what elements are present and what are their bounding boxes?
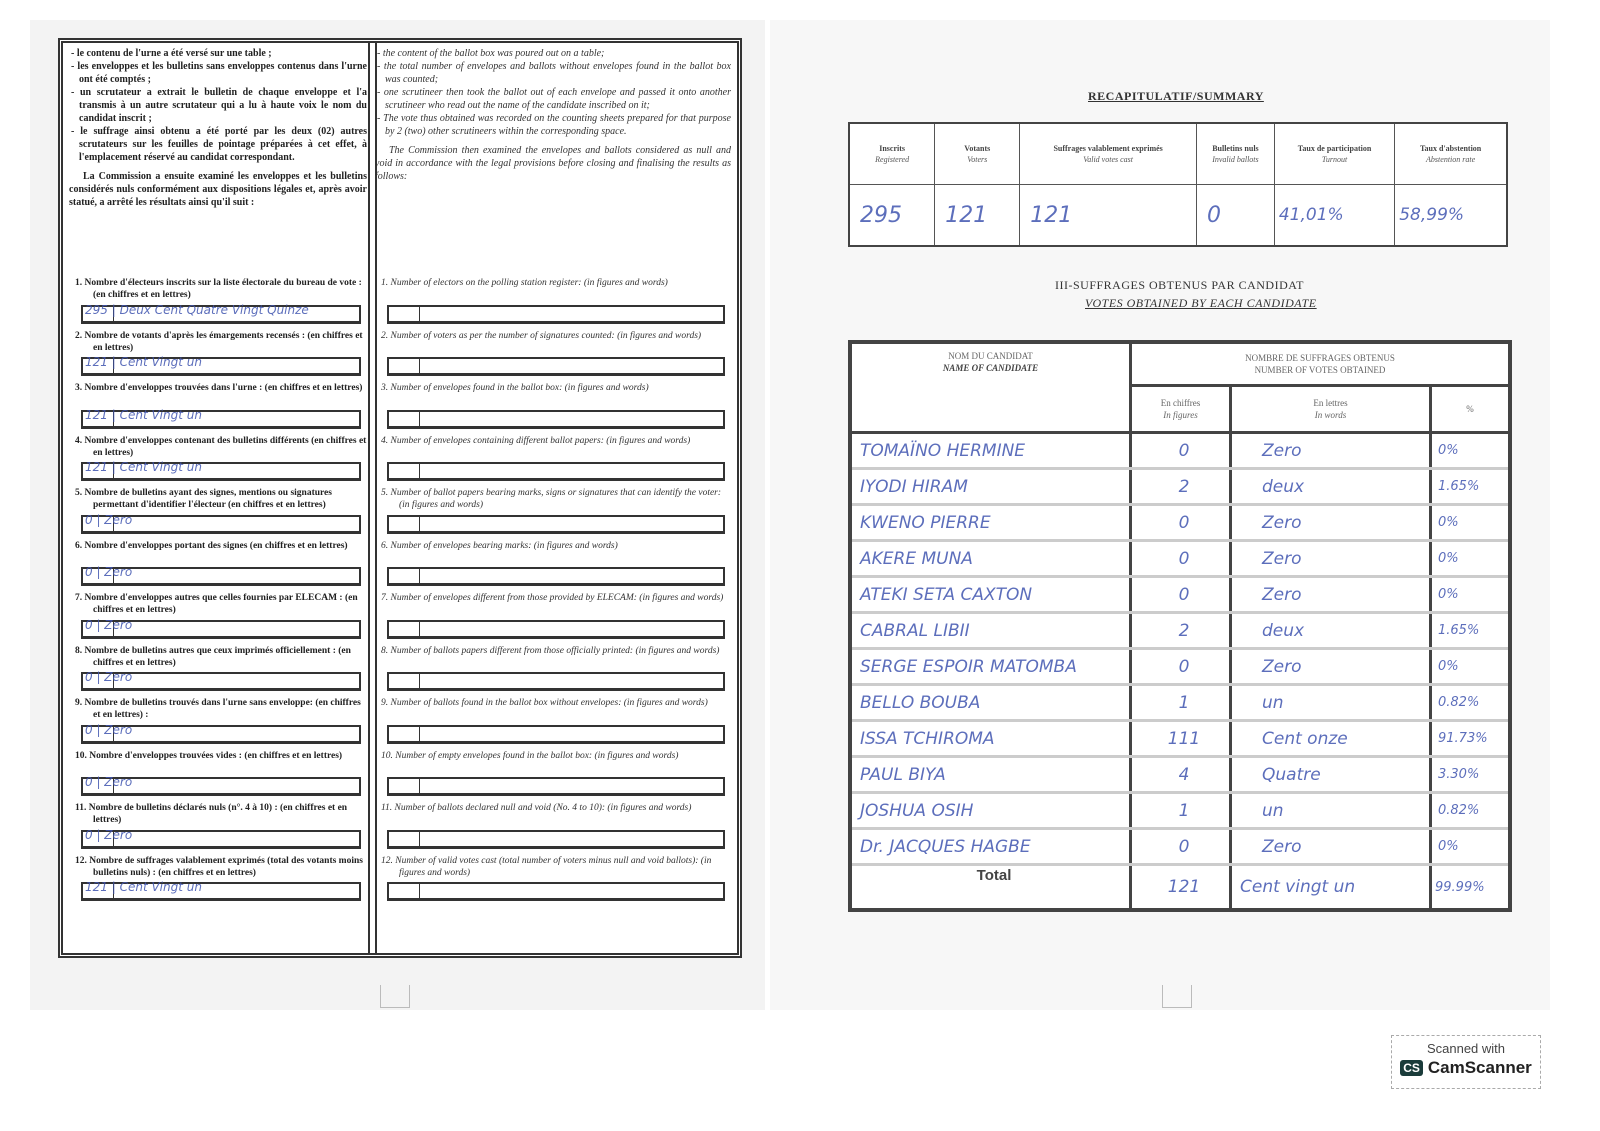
- words-header: [1231, 386, 1431, 433]
- candidate-pct: 1.65%: [1431, 469, 1511, 505]
- candidate-row: [850, 793, 1510, 829]
- watermark-line1: Scanned with: [1426, 1041, 1506, 1056]
- item-handwritten-value: 121 | Cent Vingt un: [85, 355, 202, 369]
- item-label: 6. Nombre d'enveloppes portant des signes (en chiffres et en lettres): [75, 540, 348, 551]
- item-handwritten-value: 0 | Zero: [85, 617, 133, 632]
- french-intro-bullet: - les enveloppes et les bulletins sans enveloppes contenus dans l'urne ont été comptés ;: [71, 61, 367, 85]
- summary-header-fr: Bulletins nuls: [1212, 144, 1259, 153]
- watermark-line2: CamScanner: [1427, 1058, 1532, 1077]
- total-row: [850, 865, 1510, 911]
- item-answer-box: [81, 357, 361, 376]
- report-item-fr: [69, 645, 367, 698]
- item-label: 9. Number of ballots found in the ballot box without envelopes: (in figures and words): [381, 698, 708, 708]
- candidate-name: Dr. JACQUES HAGBE: [850, 829, 1131, 865]
- item-handwritten-value: 0 | Zero: [85, 827, 133, 842]
- candidate-words: Zero: [1231, 829, 1431, 865]
- candidate-name: CABRAL LIBII: [850, 613, 1131, 649]
- candidate-words: Zero: [1231, 577, 1431, 613]
- candidate-words: deux: [1231, 613, 1431, 649]
- candidate-row: [850, 541, 1510, 577]
- page-corner-mark: [380, 985, 410, 1008]
- answer-separator: [419, 517, 420, 531]
- votes-header: [1131, 342, 1511, 386]
- candidate-row: [850, 757, 1510, 793]
- total-words: Cent vingt un: [1231, 865, 1431, 911]
- item-label: 5. Number of ballot papers bearing marks, signs or signatures that can identify the voter: (in figures and words): [381, 488, 722, 510]
- summary-value-5: 58,99%: [1395, 185, 1507, 247]
- candidate-pct: 0.82%: [1431, 793, 1511, 829]
- camscanner-watermark: [1391, 1035, 1541, 1089]
- summary-value-0: 295: [849, 185, 935, 247]
- summary-header-2: [1020, 123, 1197, 185]
- report-item-fr: [69, 487, 367, 540]
- item-answer-box: [387, 357, 725, 376]
- candidate-row: [850, 469, 1510, 505]
- report-item-fr: [69, 697, 367, 750]
- candidate-figures: 2: [1131, 469, 1231, 505]
- item-answer-box: [387, 305, 725, 324]
- total-figures: 121: [1131, 865, 1231, 911]
- item-handwritten-value: 295 | Deux Cent Quatre Vingt Quinze: [85, 302, 309, 317]
- answer-separator: [419, 307, 420, 321]
- report-item-en: [375, 855, 731, 908]
- summary-header-3: [1197, 123, 1275, 185]
- candidate-pct: 91.73%: [1431, 721, 1511, 757]
- summary-header-1: [935, 123, 1020, 185]
- item-answer-box: [81, 302, 361, 324]
- item-label: 9. Nombre de bulletins trouvés dans l'urne sans enveloppe: (en chiffres et en lettres) :: [75, 698, 361, 720]
- report-item-en: [375, 277, 731, 330]
- candidate-words: deux: [1231, 469, 1431, 505]
- figures-header-en: In figures: [1163, 410, 1198, 420]
- item-answer-box: [387, 462, 725, 481]
- item-label: 2. Nombre de votants d'après les émargements recensés : (en chiffres et en lettres): [75, 330, 363, 353]
- report-item-fr: [69, 277, 367, 330]
- candidate-row: [850, 685, 1510, 721]
- item-label: 12. Nombre de suffrages valablement exprimés (total des votants moins bulletins nuls) : (en chiffres et en lettres): [75, 855, 363, 878]
- item-answer-box: [387, 882, 725, 901]
- answer-separator: [419, 674, 420, 688]
- report-item-en: [375, 592, 731, 645]
- item-label: 8. Nombre de bulletins autres que ceux imprimés officiellement : (en chiffres et en lettres): [75, 645, 351, 668]
- candidate-words: Quatre: [1231, 757, 1431, 793]
- votes-header-fr: NOMBRE DE SUFFRAGES OBTENUS: [1245, 353, 1395, 363]
- candidate-pct: 0%: [1431, 829, 1511, 865]
- answer-separator: [419, 569, 420, 583]
- report-item-en: [375, 540, 731, 593]
- total-pct: 99.99%: [1431, 865, 1511, 911]
- answer-separator: [419, 622, 420, 636]
- item-answer-box: [81, 672, 361, 691]
- report-item-fr: [69, 750, 367, 803]
- item-label: 10. Number of empty envelopes found in the ballot box: (in figures and words): [381, 750, 679, 761]
- pct-header: %: [1431, 386, 1511, 433]
- summary-header-fr: Taux de participation: [1297, 144, 1372, 153]
- english-paragraph: The Commission then examined the envelopes and ballots considered as null and void in accordance with the legal provisions before closing and finalising the results as follows:: [375, 145, 731, 182]
- candidates-title-fr: III-SUFFRAGES OBTENUS PAR CANDIDAT: [1055, 278, 1304, 292]
- candidate-words: Zero: [1231, 433, 1431, 469]
- item-handwritten-value: 0 | Zero: [85, 565, 133, 579]
- report-item-en: [375, 645, 731, 698]
- summary-table: [848, 122, 1508, 247]
- english-intro-bullet: - one scrutineer then took the ballot out of each envelope and passed it onto another scrutineer who read out the name of the candidate inscribed on it;: [377, 87, 731, 111]
- summary-header-en: Turnout: [1321, 155, 1348, 164]
- candidate-name: BELLO BOUBA: [850, 685, 1131, 721]
- candidate-figures: 1: [1131, 685, 1231, 721]
- item-label: 4. Nombre d'enveloppes contenant des bulletins différents (en chiffres et en lettres): [75, 435, 367, 458]
- summary-header-en: Abstention rate: [1426, 155, 1476, 164]
- summary-header-0: [849, 123, 935, 185]
- item-label: 7. Number of envelopes different from those provided by ELECAM: (in figures and words): [381, 593, 724, 603]
- french-column: [69, 47, 367, 949]
- french-intro-bullet: - un scrutateur a extrait le bulletin de chaque enveloppe et l'a transmis à un autre scrutateur qui a lu à haute voix le nom du candidat inscrit ;: [71, 87, 367, 124]
- answer-separator: [419, 779, 420, 793]
- candidate-words: Cent onze: [1231, 721, 1431, 757]
- report-item-en: [375, 330, 731, 383]
- summary-header-fr: Votants: [964, 144, 991, 153]
- candidate-name: JOSHUA OSIH: [850, 793, 1131, 829]
- report-item-en: [375, 487, 731, 540]
- report-item-fr: [69, 540, 367, 593]
- item-label: 3. Number of envelopes found in the ballot box: (in figures and words): [381, 383, 649, 393]
- candidate-pct: 0%: [1431, 433, 1511, 469]
- report-item-en: [375, 435, 731, 488]
- candidate-name: TOMAÏNO HERMINE: [850, 433, 1131, 469]
- words-header-fr: En lettres: [1313, 398, 1348, 408]
- item-answer-box: [81, 882, 361, 901]
- candidate-words: un: [1231, 793, 1431, 829]
- candidate-name: SERGE ESPOIR MATOMBA: [850, 649, 1131, 685]
- summary-header-4: [1274, 123, 1394, 185]
- answer-separator: [419, 832, 420, 846]
- english-column: [375, 47, 731, 949]
- candidate-pct: 0%: [1431, 649, 1511, 685]
- candidate-pct: 0%: [1431, 541, 1511, 577]
- figures-header-fr: En chiffres: [1160, 398, 1201, 408]
- item-label: 3. Nombre d'enveloppes trouvées dans l'urne : (en chiffres et en lettres): [75, 383, 363, 393]
- item-handwritten-value: 0 | Zero: [85, 775, 133, 789]
- item-answer-box: [387, 410, 725, 429]
- candidate-words: un: [1231, 685, 1431, 721]
- item-label: 2. Number of voters as per the number of signatures counted: (in figures and words): [381, 330, 702, 341]
- camscanner-logo-icon: CS: [1400, 1060, 1423, 1076]
- name-header-en: NAME OF CANDIDATE: [942, 363, 1039, 373]
- report-item-fr: [69, 855, 367, 908]
- item-handwritten-value: 121 | Cent Vingt un: [85, 880, 202, 894]
- item-answer-box: [387, 515, 725, 534]
- report-item-fr: [69, 592, 367, 645]
- summary-value-3: 0: [1197, 185, 1275, 247]
- candidate-name: KWENO PIERRE: [850, 505, 1131, 541]
- item-handwritten-value: 121 | Cent Vingt un: [85, 407, 202, 422]
- candidate-figures: 0: [1131, 505, 1231, 541]
- name-header: [850, 342, 1131, 433]
- summary-header-5: [1395, 123, 1507, 185]
- report-item-en: [375, 802, 731, 855]
- item-label: 10. Nombre d'enveloppes trouvées vides : (en chiffres et en lettres): [75, 750, 343, 761]
- candidate-row: [850, 577, 1510, 613]
- candidate-pct: 1.65%: [1431, 613, 1511, 649]
- item-answer-box: [387, 672, 725, 691]
- counting-report-form: [58, 38, 742, 958]
- candidate-figures: 1: [1131, 793, 1231, 829]
- report-item-fr: [69, 330, 367, 383]
- name-header-fr: NOM DU CANDIDAT: [948, 351, 1033, 361]
- summary-header-en: Invalid ballots: [1212, 155, 1259, 164]
- summary-header-en: Registered: [875, 155, 910, 164]
- candidate-pct: 0%: [1431, 505, 1511, 541]
- item-answer-box: [387, 777, 725, 796]
- words-header-en: In words: [1314, 410, 1347, 420]
- candidate-name: ATEKI SETA CAXTON: [850, 577, 1131, 613]
- report-item-fr: [69, 802, 367, 855]
- candidate-figures: 111: [1131, 721, 1231, 757]
- summary-value-4: 41,01%: [1274, 185, 1394, 247]
- candidate-name: PAUL BIYA: [850, 757, 1131, 793]
- item-answer-box: [81, 617, 361, 639]
- item-handwritten-value: 0 | Zero: [85, 722, 133, 737]
- item-label: 1. Number of electors on the polling station register: (in figures and words): [381, 278, 668, 288]
- item-answer-box: [81, 777, 361, 796]
- candidate-figures: 0: [1131, 649, 1231, 685]
- candidate-words: Zero: [1231, 505, 1431, 541]
- candidate-row: [850, 649, 1510, 685]
- candidate-words: Zero: [1231, 649, 1431, 685]
- figures-header: [1131, 386, 1231, 433]
- summary-header-fr: Taux d'abstention: [1419, 144, 1482, 153]
- item-label: 8. Number of ballots papers different from those officially printed: (in figures and words): [381, 645, 720, 656]
- item-answer-box: [81, 462, 361, 481]
- candidate-figures: 0: [1131, 541, 1231, 577]
- candidate-pct: 0.82%: [1431, 685, 1511, 721]
- french-paragraph: La Commission a ensuite examiné les enveloppes et les bulletins considérés nuls conformément aux dispositions légales et, après avoir statué, a arrêté les résultats ainsi qu'il suit :: [69, 171, 367, 208]
- item-answer-box: [387, 725, 725, 744]
- candidate-figures: 0: [1131, 433, 1231, 469]
- item-answer-box: [81, 567, 361, 586]
- item-answer-box: [387, 620, 725, 639]
- summary-header-en: Voters: [967, 155, 988, 164]
- candidates-table: [848, 340, 1512, 912]
- item-label: 6. Number of envelopes bearing marks: (in figures and words): [381, 540, 618, 551]
- report-item-fr: [69, 382, 367, 435]
- candidate-figures: 2: [1131, 613, 1231, 649]
- summary-header-en: Valid votes cast: [1083, 155, 1133, 164]
- report-item-en: [375, 697, 731, 750]
- candidate-name: AKERE MUNA: [850, 541, 1131, 577]
- french-intro-bullet: - le contenu de l'urne a été versé sur une table ;: [71, 48, 272, 59]
- answer-separator: [419, 727, 420, 741]
- total-label: Total: [850, 865, 1131, 911]
- answer-separator: [419, 359, 420, 373]
- candidates-title-en: VOTES OBTAINED BY EACH CANDIDATE: [1085, 296, 1317, 310]
- summary-title: RECAPITULATIF/SUMMARY: [1088, 89, 1264, 103]
- item-label: 11. Nombre de bulletins déclarés nuls (n°. 4 à 10) : (en chiffres et en lettres): [75, 803, 348, 825]
- item-answer-box: [387, 830, 725, 849]
- english-intro-bullet: - the content of the ballot box was poured out on a table;: [377, 48, 605, 59]
- item-handwritten-value: 0 | Zero: [85, 670, 133, 684]
- item-label: 7. Nombre d'enveloppes autres que celles fournies par ELECAM : (en chiffres et en lettres): [75, 593, 358, 615]
- candidate-row: [850, 721, 1510, 757]
- candidate-pct: 0%: [1431, 577, 1511, 613]
- candidate-figures: 0: [1131, 577, 1231, 613]
- item-label: 1. Nombre d'électeurs inscrits sur la liste électorale du bureau de vote : (en chiffres et en lettres): [75, 278, 362, 300]
- report-item-en: [375, 382, 731, 435]
- english-intro-bullet: - the total number of envelopes and ballots without envelopes found in the ballot box was counted;: [377, 61, 731, 85]
- item-handwritten-value: 121 | Cent Vingt un: [85, 460, 202, 474]
- english-intro-bullet: - The vote thus obtained was recorded on the counting sheets prepared for that purpose by 2 (two) other scrutineers within the corresponding space.: [377, 113, 731, 137]
- summary-header-fr: Inscrits: [879, 144, 906, 153]
- item-answer-box: [387, 567, 725, 586]
- candidate-figures: 4: [1131, 757, 1231, 793]
- item-label: 5. Nombre de bulletins ayant des signes, mentions ou signatures permettant d'identifier l'électeur (en chiffres et en lettres): [75, 488, 332, 510]
- answer-separator: [419, 412, 420, 426]
- candidate-name: ISSA TCHIROMA: [850, 721, 1131, 757]
- candidate-pct: 3.30%: [1431, 757, 1511, 793]
- summary-header-fr: Suffrages valablement exprimés: [1053, 144, 1163, 153]
- item-answer-box: [81, 512, 361, 534]
- report-item-fr: [69, 435, 367, 488]
- votes-header-en: NUMBER OF VOTES OBTAINED: [1254, 365, 1386, 375]
- page-corner-mark: [1162, 985, 1192, 1008]
- candidate-row: [850, 505, 1510, 541]
- summary-value-2: 121: [1020, 185, 1197, 247]
- item-label: 11. Number of ballots declared null and void (No. 4 to 10): (in figures and words): [381, 803, 692, 813]
- answer-separator: [419, 464, 420, 478]
- candidate-row: [850, 613, 1510, 649]
- candidate-figures: 0: [1131, 829, 1231, 865]
- french-intro-bullet: - le suffrage ainsi obtenu a été porté par les deux (02) autres scrutateurs sur les feuilles de pointage préparées à cet effet, à l'emplacement réservé au candidat correspondant.: [71, 126, 367, 163]
- candidate-row: [850, 433, 1510, 469]
- item-label: 4. Number of envelopes containing different ballot papers: (in figures and words): [381, 435, 691, 446]
- summary-value-1: 121: [935, 185, 1020, 247]
- answer-separator: [419, 884, 420, 898]
- candidate-row: [850, 829, 1510, 865]
- candidate-name: IYODI HIRAM: [850, 469, 1131, 505]
- item-answer-box: [81, 722, 361, 744]
- item-answer-box: [81, 407, 361, 429]
- candidate-words: Zero: [1231, 541, 1431, 577]
- item-label: 12. Number of valid votes cast (total number of voters minus null and void ballots): (in figures and words): [381, 855, 712, 878]
- item-answer-box: [81, 827, 361, 849]
- item-handwritten-value: 0 | Zero: [85, 512, 133, 527]
- report-item-en: [375, 750, 731, 803]
